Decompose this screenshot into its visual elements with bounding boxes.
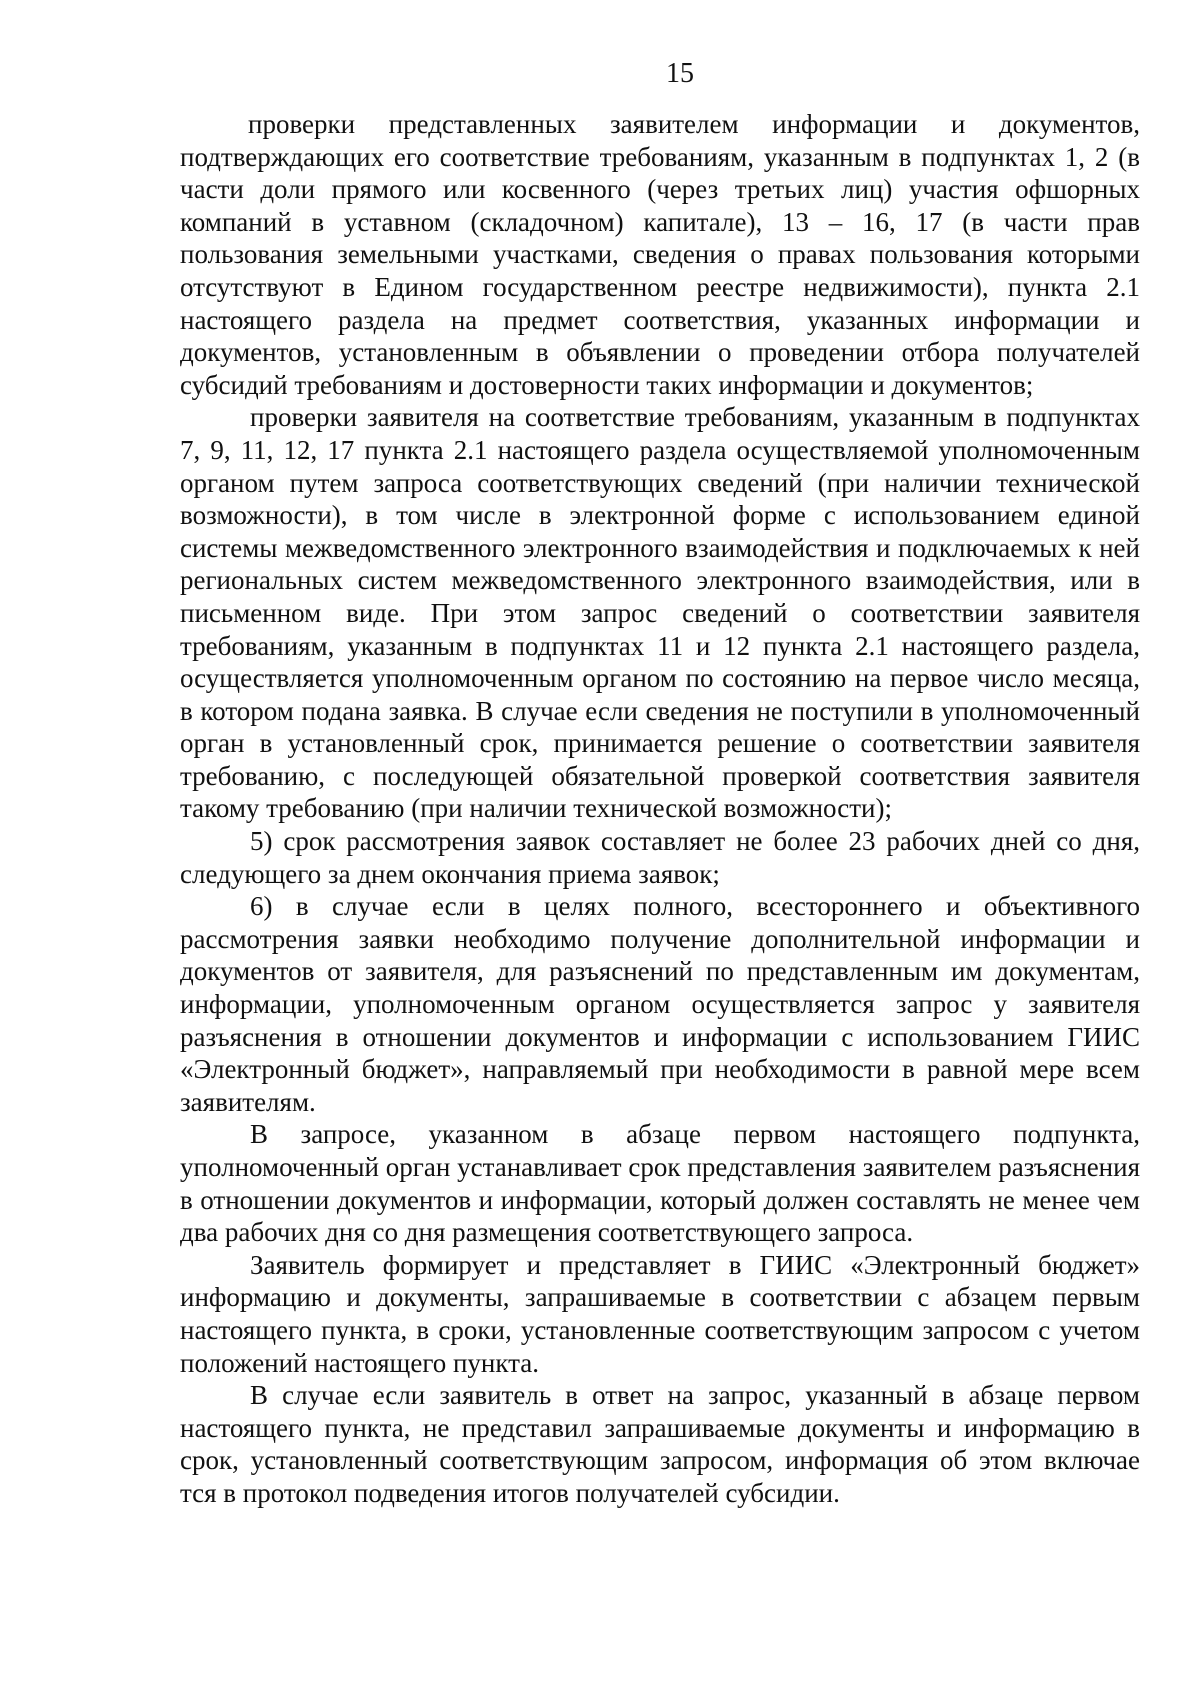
paragraph-request-deadline: В запросе, указанном в абзаце первом настоящего подпункта, уполномоченный орган устанавливает срок представления заявителем разъяснения в отношении документов и информации, который должен составлять не менее чем два рабочих дня со дня размещения соответствующего запроса. bbox=[180, 1119, 1140, 1248]
paragraph-document-verification: проверки представленных заявителем информации и документов, подтверждающих его соответствие требованиям, указанным в подпунктах 1, 2 (в части доли прямого или косвенного (через третьих лиц) участия офшорных компаний в уставном (складочном) капитале), 13 – 16, 17 (в части прав пользования земельными участками, сведения о правах пользования которыми отсутствуют в Едином государственном реестре недвижимости), пункта 2.1 настоящего раздела на предмет соответствия, указанных информации и документов, установленным в объявлении о проведении отбора получателей субсидий требованиям и достоверности таких информации и документов; bbox=[180, 109, 1140, 400]
paragraph-non-submission: В случае если заявитель в ответ на запрос, указанный в абзаце первом настоящего пункта, не представил запрашиваемые документы и информацию в срок, установленный соответствующим запросом, информация об этом включае тся в протокол подведения итогов получателей субсидии. bbox=[180, 1380, 1140, 1508]
paragraph-review-period: 5) срок рассмотрения заявок составляет не более 23 рабочих дней со дня, следующего за днем окончания приема заявок; bbox=[180, 826, 1140, 889]
document-body bbox=[180, 108, 1140, 1510]
page-number: 15 bbox=[666, 58, 694, 89]
paragraph-applicant-submission: Заявитель формирует и представляет в ГИИС «Электронный бюджет» информацию и документы, запрашиваемые в соответствии с абзацем первым настоящего пункта, в сроки, установленные соответствующим запросом с учетом положений настоящего пункта. bbox=[180, 1249, 1140, 1378]
paragraph-applicant-verification: проверки заявителя на соответствие требованиям, указанным в подпунктах 7, 9, 11, 12, 17 пункта 2.1 настоящего раздела осуществляемой уполномоченным органом путем запроса соответствующих сведений (при наличии технической возможности), в том числе в электронной форме с использованием единой системы межведомственного электронного взаимодействия и подключаемых к ней региональных систем межведомственного электронного взаимодействия, или в письменном виде. При этом запрос сведений о соответствии заявителя требованиям, указанным в подпунктах 11 и 12 пункта 2.1 настоящего раздела, осуществляется уполномоченным органом по состоянию на первое число месяца, в котором подана заявка. В случае если сведения не поступили в уполномоченный орган в установленный срок, принимается решение о соответствии заявителя требованию, с последующей обязательной проверкой соответствия заявителя такому требованию (при наличии технической возможности); bbox=[180, 402, 1140, 824]
paragraph-additional-information-request: 6) в случае если в целях полного, всестороннего и объективного рассмотрения заявки необходимо получение дополнительной информации и документов от заявителя, для разъяснений по представленным им документам, информации, уполномоченным органом осуществляется запрос у заявителя разъяснения в отношении документов и информации с использованием ГИИС «Электронный бюджет», направляемый при необходимости в равной мере всем заявителям. bbox=[180, 891, 1140, 1117]
